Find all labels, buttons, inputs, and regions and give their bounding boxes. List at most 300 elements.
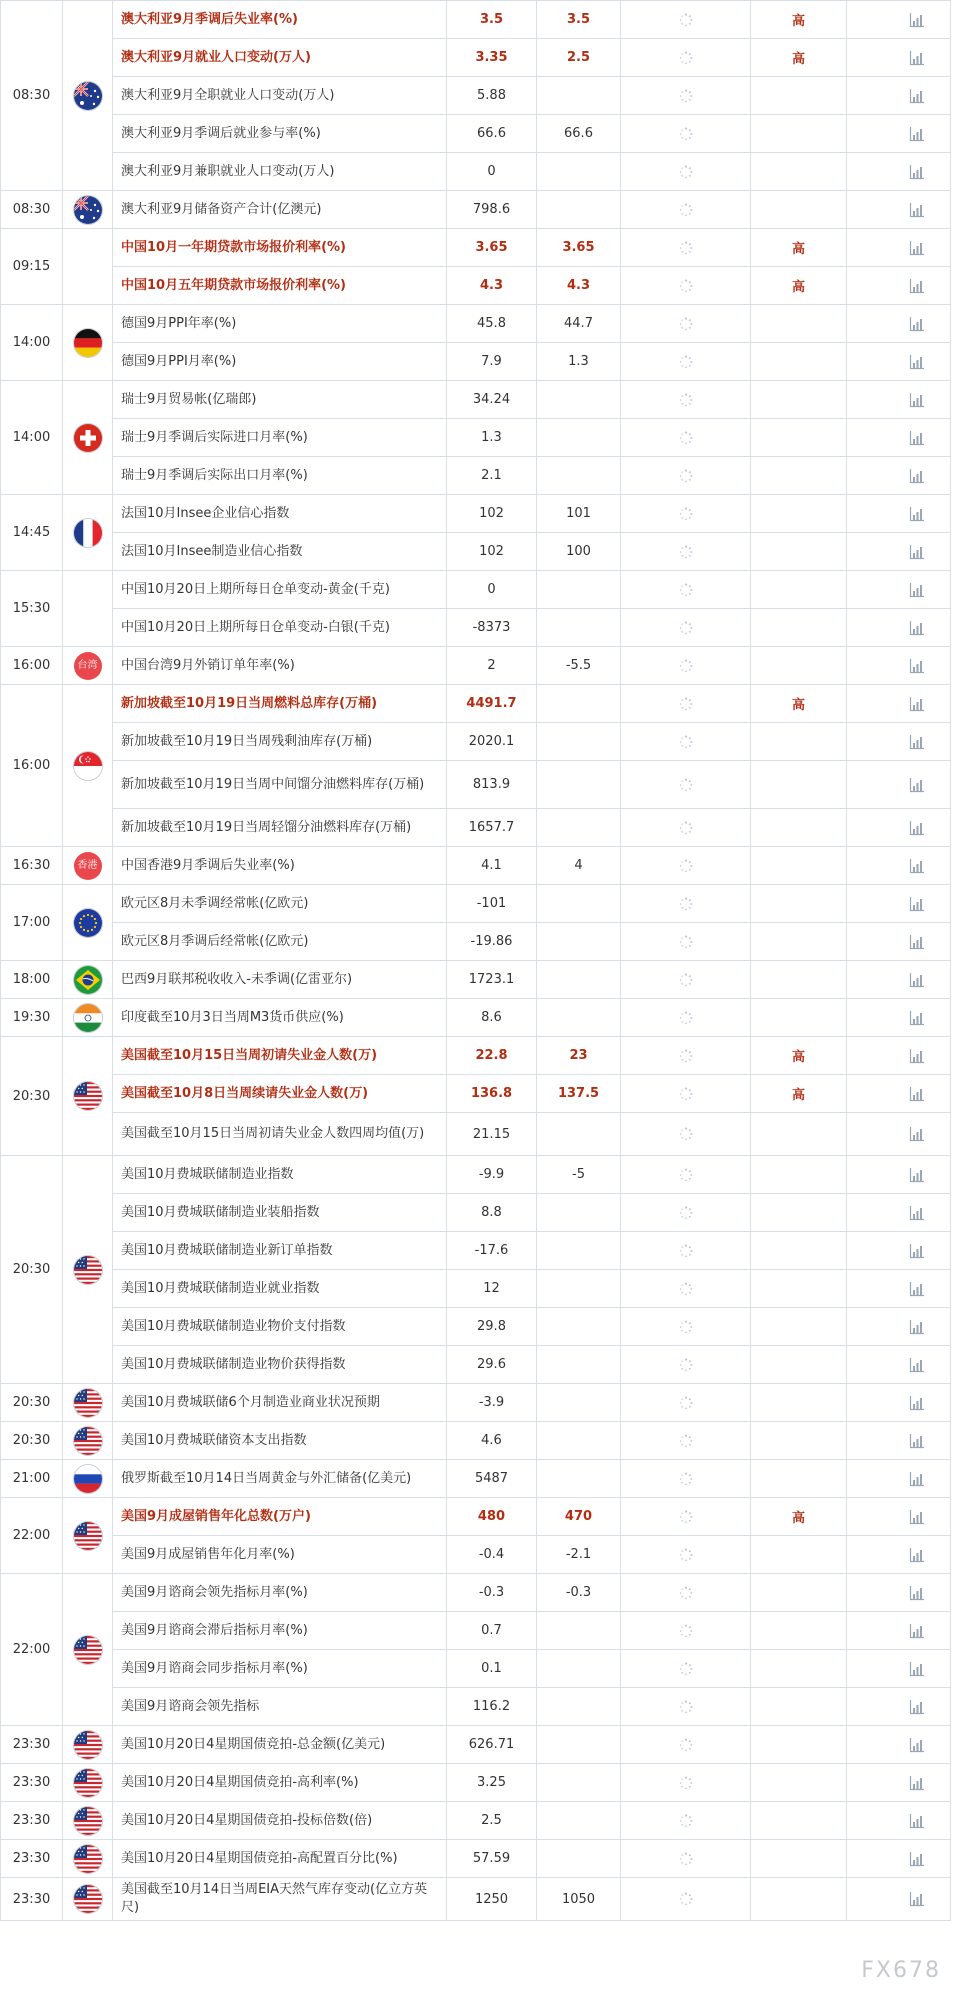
table-row bbox=[1, 1840, 951, 1878]
table-row bbox=[1, 1726, 951, 1764]
chart-cell bbox=[847, 1726, 951, 1764]
chart-cell bbox=[847, 923, 951, 961]
actual-value-cell bbox=[621, 1840, 751, 1878]
actual-value-cell bbox=[621, 1, 751, 39]
table-row bbox=[1, 1384, 951, 1422]
event-time: 16:00 bbox=[12, 658, 51, 673]
previous-value: 2.5 bbox=[447, 1802, 537, 1840]
chart-cell bbox=[847, 647, 951, 685]
chart-cell bbox=[847, 1688, 951, 1726]
chart-cell bbox=[847, 1308, 951, 1346]
actual-value-cell bbox=[621, 1574, 751, 1612]
chart-cell bbox=[847, 1802, 951, 1840]
previous-value: 4.3 bbox=[447, 267, 537, 305]
flag-cell bbox=[63, 1460, 113, 1498]
bar-chart-icon[interactable] bbox=[909, 544, 925, 560]
time-cell bbox=[1, 381, 63, 495]
usa-flag-icon bbox=[74, 1427, 102, 1455]
previous-value: 136.8 bbox=[447, 1075, 537, 1113]
loading-spinner-icon bbox=[679, 778, 693, 792]
indicator-name: 澳大利亚9月季调后失业率(%) bbox=[113, 1, 447, 39]
bar-chart-icon[interactable] bbox=[909, 896, 925, 912]
loading-spinner-icon bbox=[679, 1814, 693, 1828]
bar-chart-icon[interactable] bbox=[909, 1471, 925, 1487]
chart-cell bbox=[847, 267, 951, 305]
importance-label bbox=[751, 571, 847, 609]
bar-chart-icon[interactable] bbox=[909, 392, 925, 408]
bar-chart-icon[interactable] bbox=[909, 1433, 925, 1449]
chart-cell bbox=[847, 885, 951, 923]
chart-cell bbox=[847, 419, 951, 457]
bar-chart-icon[interactable] bbox=[909, 1395, 925, 1411]
forecast-value: -2.1 bbox=[537, 1536, 621, 1574]
bar-chart-icon[interactable] bbox=[909, 972, 925, 988]
bar-chart-icon[interactable] bbox=[909, 1243, 925, 1259]
bar-chart-icon[interactable] bbox=[909, 1891, 925, 1907]
actual-value-cell bbox=[621, 1194, 751, 1232]
loading-spinner-icon bbox=[679, 241, 693, 255]
bar-chart-icon[interactable] bbox=[909, 1813, 925, 1829]
actual-value-cell bbox=[621, 571, 751, 609]
bar-chart-icon[interactable] bbox=[909, 734, 925, 750]
bar-chart-icon[interactable] bbox=[909, 430, 925, 446]
flag-cell bbox=[63, 229, 113, 305]
importance-label bbox=[751, 885, 847, 923]
loading-spinner-icon bbox=[679, 317, 693, 331]
table-row bbox=[1, 571, 951, 609]
forecast-value bbox=[537, 381, 621, 419]
table-row bbox=[1, 1156, 951, 1194]
table-row bbox=[1, 1194, 951, 1232]
event-time: 23:30 bbox=[12, 1851, 51, 1866]
table-row bbox=[1, 1232, 951, 1270]
actual-value-cell bbox=[621, 809, 751, 847]
importance-label bbox=[751, 1612, 847, 1650]
table-row bbox=[1, 153, 951, 191]
forecast-value bbox=[537, 1232, 621, 1270]
time-cell bbox=[1, 1037, 63, 1156]
bar-chart-icon[interactable] bbox=[909, 1509, 925, 1525]
loading-spinner-icon bbox=[679, 13, 693, 27]
indicator-name: 印度截至10月3日当周M3货币供应(%) bbox=[113, 999, 447, 1037]
previous-value: 0 bbox=[447, 153, 537, 191]
loading-spinner-icon bbox=[679, 697, 693, 711]
forecast-value bbox=[537, 761, 621, 809]
forecast-value bbox=[537, 961, 621, 999]
importance-label bbox=[751, 1346, 847, 1384]
previous-value: 0.7 bbox=[447, 1612, 537, 1650]
indicator-name: 欧元区8月未季调经常帐(亿欧元) bbox=[113, 885, 447, 923]
previous-value: 8.8 bbox=[447, 1194, 537, 1232]
bar-chart-icon[interactable] bbox=[909, 620, 925, 636]
table-row bbox=[1, 1346, 951, 1384]
actual-value-cell bbox=[621, 847, 751, 885]
chart-cell bbox=[847, 1536, 951, 1574]
forecast-value bbox=[537, 191, 621, 229]
loading-spinner-icon bbox=[679, 1892, 693, 1906]
table-row bbox=[1, 1650, 951, 1688]
forecast-value: 1.3 bbox=[537, 343, 621, 381]
table-row bbox=[1, 1574, 951, 1612]
previous-value: 2 bbox=[447, 647, 537, 685]
actual-value-cell bbox=[621, 419, 751, 457]
bar-chart-icon[interactable] bbox=[909, 126, 925, 142]
table-row bbox=[1, 533, 951, 571]
importance-label: 高 bbox=[751, 1, 847, 39]
bar-chart-icon[interactable] bbox=[909, 777, 925, 793]
time-cell bbox=[1, 961, 63, 999]
importance-label bbox=[751, 609, 847, 647]
flag-cell bbox=[63, 685, 113, 847]
forecast-value bbox=[537, 1113, 621, 1156]
bar-chart-icon[interactable] bbox=[909, 1167, 925, 1183]
time-cell bbox=[1, 1574, 63, 1726]
loading-spinner-icon bbox=[679, 1548, 693, 1562]
forecast-value bbox=[537, 1802, 621, 1840]
loading-spinner-icon bbox=[679, 1472, 693, 1486]
previous-value: 12 bbox=[447, 1270, 537, 1308]
bar-chart-icon[interactable] bbox=[909, 50, 925, 66]
forecast-value bbox=[537, 1840, 621, 1878]
event-time: 20:30 bbox=[12, 1433, 51, 1448]
previous-value: 1657.7 bbox=[447, 809, 537, 847]
actual-value-cell bbox=[621, 77, 751, 115]
bar-chart-icon[interactable] bbox=[909, 1319, 925, 1335]
chart-cell bbox=[847, 229, 951, 267]
forecast-value bbox=[537, 457, 621, 495]
bar-chart-icon[interactable] bbox=[909, 164, 925, 180]
forecast-value: -5 bbox=[537, 1156, 621, 1194]
event-time: 21:00 bbox=[12, 1471, 51, 1486]
time-cell bbox=[1, 647, 63, 685]
forecast-value bbox=[537, 1650, 621, 1688]
table-row bbox=[1, 609, 951, 647]
flag-cell bbox=[63, 1384, 113, 1422]
actual-value-cell bbox=[621, 685, 751, 723]
table-row bbox=[1, 1498, 951, 1536]
loading-spinner-icon bbox=[679, 51, 693, 65]
bar-chart-icon[interactable] bbox=[909, 1699, 925, 1715]
previous-value: 116.2 bbox=[447, 1688, 537, 1726]
event-time: 18:00 bbox=[12, 972, 51, 987]
chart-cell bbox=[847, 495, 951, 533]
table-row bbox=[1, 1612, 951, 1650]
table-row bbox=[1, 723, 951, 761]
bar-chart-icon[interactable] bbox=[909, 1623, 925, 1639]
usa-flag-icon bbox=[74, 1389, 102, 1417]
bar-chart-icon[interactable] bbox=[909, 1357, 925, 1373]
importance-label bbox=[751, 1574, 847, 1612]
indicator-name: 美国10月20日4星期国债竞拍-总金额(亿美元) bbox=[113, 1726, 447, 1764]
table-row bbox=[1, 1802, 951, 1840]
actual-value-cell bbox=[621, 1346, 751, 1384]
loading-spinner-icon bbox=[679, 393, 693, 407]
brazil-flag-icon bbox=[74, 966, 102, 994]
bar-chart-icon[interactable] bbox=[909, 506, 925, 522]
time-cell bbox=[1, 1156, 63, 1384]
indicator-name: 中国10月一年期贷款市场报价利率(%) bbox=[113, 229, 447, 267]
flag-cell bbox=[63, 1422, 113, 1460]
previous-value: 1.3 bbox=[447, 419, 537, 457]
actual-value-cell bbox=[621, 923, 751, 961]
event-time: 08:30 bbox=[12, 202, 51, 217]
importance-label bbox=[751, 533, 847, 571]
previous-value: -8373 bbox=[447, 609, 537, 647]
actual-value-cell bbox=[621, 961, 751, 999]
bar-chart-icon[interactable] bbox=[909, 934, 925, 950]
chart-cell bbox=[847, 115, 951, 153]
watermark: FX678 bbox=[861, 1958, 941, 1983]
table-row bbox=[1, 923, 951, 961]
bar-chart-icon[interactable] bbox=[909, 240, 925, 256]
table-row bbox=[1, 1422, 951, 1460]
hongkong-tag-icon: 香港 bbox=[74, 852, 102, 880]
actual-value-cell bbox=[621, 885, 751, 923]
event-time: 09:15 bbox=[12, 259, 51, 274]
bar-chart-icon[interactable] bbox=[909, 1661, 925, 1677]
previous-value: 3.25 bbox=[447, 1764, 537, 1802]
event-time: 23:30 bbox=[12, 1775, 51, 1790]
previous-value: 798.6 bbox=[447, 191, 537, 229]
chart-cell bbox=[847, 77, 951, 115]
table-row bbox=[1, 1, 951, 39]
bar-chart-icon[interactable] bbox=[909, 1010, 925, 1026]
bar-chart-icon[interactable] bbox=[909, 658, 925, 674]
indicator-name: 德国9月PPI年率(%) bbox=[113, 305, 447, 343]
bar-chart-icon[interactable] bbox=[909, 1585, 925, 1601]
bar-chart-icon[interactable] bbox=[909, 1775, 925, 1791]
bar-chart-icon[interactable] bbox=[909, 1547, 925, 1563]
time-cell bbox=[1, 495, 63, 571]
previous-value: 22.8 bbox=[447, 1037, 537, 1075]
chart-cell bbox=[847, 571, 951, 609]
indicator-name: 美国9月谘商会同步指标月率(%) bbox=[113, 1650, 447, 1688]
importance-label bbox=[751, 723, 847, 761]
indicator-name: 德国9月PPI月率(%) bbox=[113, 343, 447, 381]
table-row bbox=[1, 685, 951, 723]
table-row bbox=[1, 647, 951, 685]
time-cell bbox=[1, 1384, 63, 1422]
bar-chart-icon[interactable] bbox=[909, 1048, 925, 1064]
chart-cell bbox=[847, 1037, 951, 1075]
chart-cell bbox=[847, 999, 951, 1037]
indicator-name: 澳大利亚9月兼职就业人口变动(万人) bbox=[113, 153, 447, 191]
flag-cell bbox=[63, 1574, 113, 1726]
bar-chart-icon[interactable] bbox=[909, 1281, 925, 1297]
bar-chart-icon[interactable] bbox=[909, 858, 925, 874]
indicator-name: 中国10月20日上期所每日仓单变动-白银(千克) bbox=[113, 609, 447, 647]
importance-label bbox=[751, 1878, 847, 1921]
loading-spinner-icon bbox=[679, 431, 693, 445]
time-cell bbox=[1, 1, 63, 191]
flag-cell bbox=[63, 381, 113, 495]
usa-flag-icon bbox=[74, 1082, 102, 1110]
importance-label: 高 bbox=[751, 1037, 847, 1075]
importance-label bbox=[751, 1460, 847, 1498]
actual-value-cell bbox=[621, 1270, 751, 1308]
actual-value-cell bbox=[621, 495, 751, 533]
actual-value-cell bbox=[621, 343, 751, 381]
usa-flag-icon bbox=[74, 1522, 102, 1550]
bar-chart-icon[interactable] bbox=[909, 316, 925, 332]
actual-value-cell bbox=[621, 267, 751, 305]
previous-value: -3.9 bbox=[447, 1384, 537, 1422]
loading-spinner-icon bbox=[679, 659, 693, 673]
bar-chart-icon[interactable] bbox=[909, 12, 925, 28]
actual-value-cell bbox=[621, 153, 751, 191]
forecast-value: 101 bbox=[537, 495, 621, 533]
loading-spinner-icon bbox=[679, 1168, 693, 1182]
actual-value-cell bbox=[621, 1726, 751, 1764]
importance-label bbox=[751, 1688, 847, 1726]
importance-label: 高 bbox=[751, 267, 847, 305]
indicator-name: 美国截至10月8日当周续请失业金人数(万) bbox=[113, 1075, 447, 1113]
bar-chart-icon[interactable] bbox=[909, 1737, 925, 1753]
previous-value: 45.8 bbox=[447, 305, 537, 343]
bar-chart-icon[interactable] bbox=[909, 278, 925, 294]
previous-value: 7.9 bbox=[447, 343, 537, 381]
time-cell bbox=[1, 847, 63, 885]
forecast-value bbox=[537, 999, 621, 1037]
actual-value-cell bbox=[621, 609, 751, 647]
forecast-value: 4.3 bbox=[537, 267, 621, 305]
actual-value-cell bbox=[621, 1498, 751, 1536]
switzerland-flag-icon bbox=[74, 424, 102, 452]
previous-value: 5487 bbox=[447, 1460, 537, 1498]
indicator-name: 美国9月谘商会领先指标月率(%) bbox=[113, 1574, 447, 1612]
previous-value: -19.86 bbox=[447, 923, 537, 961]
previous-value: 2020.1 bbox=[447, 723, 537, 761]
importance-label: 高 bbox=[751, 1075, 847, 1113]
bar-chart-icon[interactable] bbox=[909, 354, 925, 370]
bar-chart-icon[interactable] bbox=[909, 582, 925, 598]
importance-label: 高 bbox=[751, 229, 847, 267]
previous-value: 5.88 bbox=[447, 77, 537, 115]
flag-cell bbox=[63, 1, 113, 191]
importance-label bbox=[751, 1422, 847, 1460]
table-row bbox=[1, 1460, 951, 1498]
table-row bbox=[1, 305, 951, 343]
event-time: 16:00 bbox=[12, 758, 51, 773]
time-cell bbox=[1, 1802, 63, 1840]
previous-value: -9.9 bbox=[447, 1156, 537, 1194]
importance-label bbox=[751, 1308, 847, 1346]
forecast-value bbox=[537, 419, 621, 457]
chart-cell bbox=[847, 1612, 951, 1650]
importance-label bbox=[751, 1726, 847, 1764]
importance-label bbox=[751, 999, 847, 1037]
previous-value: 4.1 bbox=[447, 847, 537, 885]
indicator-name: 欧元区8月季调后经常帐(亿欧元) bbox=[113, 923, 447, 961]
time-cell bbox=[1, 1460, 63, 1498]
importance-label bbox=[751, 961, 847, 999]
event-time: 20:30 bbox=[12, 1395, 51, 1410]
forecast-value bbox=[537, 77, 621, 115]
singapore-flag-icon bbox=[74, 752, 102, 780]
table-row bbox=[1, 1878, 951, 1921]
previous-value: 102 bbox=[447, 533, 537, 571]
actual-value-cell bbox=[621, 1688, 751, 1726]
chart-cell bbox=[847, 153, 951, 191]
forecast-value: 100 bbox=[537, 533, 621, 571]
loading-spinner-icon bbox=[679, 1049, 693, 1063]
bar-chart-icon[interactable] bbox=[909, 1126, 925, 1142]
loading-spinner-icon bbox=[679, 735, 693, 749]
previous-value: 57.59 bbox=[447, 1840, 537, 1878]
forecast-value: -5.5 bbox=[537, 647, 621, 685]
time-cell bbox=[1, 305, 63, 381]
forecast-value bbox=[537, 571, 621, 609]
indicator-name: 中国台湾9月外销订单年率(%) bbox=[113, 647, 447, 685]
actual-value-cell bbox=[621, 1384, 751, 1422]
bar-chart-icon[interactable] bbox=[909, 1205, 925, 1221]
chart-cell bbox=[847, 1878, 951, 1921]
previous-value: -17.6 bbox=[447, 1232, 537, 1270]
forecast-value bbox=[537, 1308, 621, 1346]
previous-value: 4.6 bbox=[447, 1422, 537, 1460]
forecast-value: 4 bbox=[537, 847, 621, 885]
loading-spinner-icon bbox=[679, 203, 693, 217]
usa-flag-icon bbox=[74, 1769, 102, 1797]
indicator-name: 美国10月费城联储制造业物价获得指数 bbox=[113, 1346, 447, 1384]
bar-chart-icon[interactable] bbox=[909, 820, 925, 836]
chart-cell bbox=[847, 1156, 951, 1194]
previous-value: 0 bbox=[447, 571, 537, 609]
chart-cell bbox=[847, 39, 951, 77]
importance-label bbox=[751, 115, 847, 153]
bar-chart-icon[interactable] bbox=[909, 1851, 925, 1867]
indicator-name: 中国香港9月季调后失业率(%) bbox=[113, 847, 447, 885]
table-row bbox=[1, 39, 951, 77]
time-cell bbox=[1, 1726, 63, 1764]
bar-chart-icon[interactable] bbox=[909, 696, 925, 712]
forecast-value bbox=[537, 153, 621, 191]
bar-chart-icon[interactable] bbox=[909, 88, 925, 104]
indicator-name: 澳大利亚9月季调后就业参与率(%) bbox=[113, 115, 447, 153]
actual-value-cell bbox=[621, 1650, 751, 1688]
event-time: 08:30 bbox=[12, 88, 51, 103]
time-cell bbox=[1, 571, 63, 647]
bar-chart-icon[interactable] bbox=[909, 202, 925, 218]
loading-spinner-icon bbox=[679, 1852, 693, 1866]
forecast-value: 2.5 bbox=[537, 39, 621, 77]
importance-label bbox=[751, 1764, 847, 1802]
chart-cell bbox=[847, 723, 951, 761]
flag-cell bbox=[63, 1726, 113, 1764]
indicator-name: 澳大利亚9月就业人口变动(万人) bbox=[113, 39, 447, 77]
eu-flag-icon bbox=[74, 909, 102, 937]
importance-label: 高 bbox=[751, 39, 847, 77]
actual-value-cell bbox=[621, 115, 751, 153]
importance-label bbox=[751, 1650, 847, 1688]
usa-flag-icon bbox=[74, 1807, 102, 1835]
indicator-name: 新加坡截至10月19日当周燃料总库存(万桶) bbox=[113, 685, 447, 723]
loading-spinner-icon bbox=[679, 1434, 693, 1448]
table-row bbox=[1, 761, 951, 809]
event-time: 22:00 bbox=[12, 1528, 51, 1543]
indicator-name: 美国10月费城联储制造业物价支付指数 bbox=[113, 1308, 447, 1346]
time-cell bbox=[1, 999, 63, 1037]
chart-cell bbox=[847, 1075, 951, 1113]
indicator-name: 美国10月费城联储制造业装船指数 bbox=[113, 1194, 447, 1232]
table-row bbox=[1, 495, 951, 533]
importance-label bbox=[751, 457, 847, 495]
bar-chart-icon[interactable] bbox=[909, 468, 925, 484]
table-row bbox=[1, 267, 951, 305]
usa-flag-icon bbox=[74, 1636, 102, 1664]
bar-chart-icon[interactable] bbox=[909, 1086, 925, 1102]
actual-value-cell bbox=[621, 1232, 751, 1270]
